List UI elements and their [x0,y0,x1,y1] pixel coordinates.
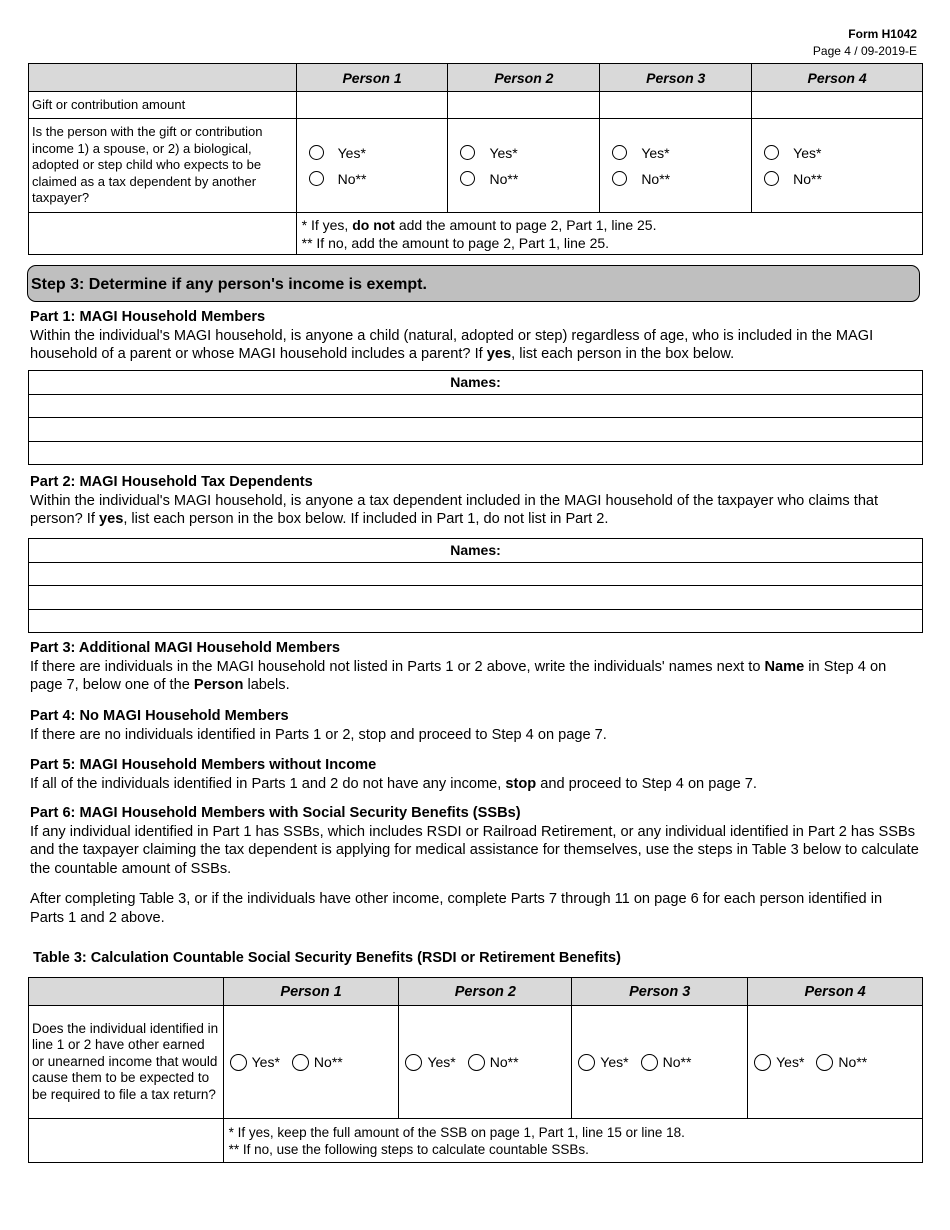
part5-text [30,775,920,794]
yes-option[interactable] [764,140,922,166]
yes-label: Yes* [251,1054,280,1070]
part3-bold-person: Person [193,677,244,693]
part1-names-table [28,370,923,465]
radio-circle-icon[interactable] [460,171,475,186]
dependent-radio-person-4 [752,119,923,213]
col-header-person-1: Person 1 [296,64,448,92]
radio-circle-icon[interactable] [612,171,627,186]
no-option[interactable] [309,166,448,192]
col-header-person-1: Person 1 [223,978,399,1006]
gift-amount-person-4[interactable] [752,92,923,119]
dependent-radio-person-3 [600,119,752,213]
no-option[interactable] [612,166,751,192]
ssb-radio-person-2 [399,1006,572,1119]
part5-text-bold: stop [505,775,537,792]
part5-section [30,756,920,793]
part1-text-bold: yes [486,346,512,362]
part2-section [30,473,920,529]
part4-title: Part 4: No MAGI Household Members [30,708,289,724]
note-2: ** If no, add the amount to page 2, Part 1, line 25. [301,234,610,251]
ssb-radio-person-3 [572,1006,748,1119]
radio-circle-icon[interactable] [309,171,324,186]
col-header-blank [29,978,224,1006]
radio-circle-icon[interactable] [816,1054,833,1071]
radio-circle-icon[interactable] [641,1054,658,1071]
part3-text [30,658,920,695]
ssb-radio-person-1 [223,1006,399,1119]
name-entry-field[interactable] [29,562,923,586]
part1-section [30,308,920,364]
radio-circle-icon[interactable] [578,1054,595,1071]
names-label: Names: [29,371,923,395]
yes-label: Yes* [600,1054,629,1070]
radio-circle-icon[interactable] [764,171,779,186]
col-header-person-2: Person 2 [399,978,572,1006]
radio-circle-icon[interactable] [309,145,324,160]
radio-circle-icon[interactable] [292,1054,309,1071]
no-label: No** [641,170,671,187]
part2-text-a: Within the individual's MAGI household, is anyone a tax dependent included in the MAGI household of the taxpayer who claims that person? If [30,492,879,527]
yes-label: Yes* [489,144,518,161]
radio-circle-icon[interactable] [468,1054,485,1071]
no-label: No** [662,1054,692,1070]
part5-title: Part 5: MAGI Household Members without Income [30,757,377,773]
col-header-person-4: Person 4 [752,64,923,92]
names-label: Names: [29,539,923,563]
part4-text: If there are no individuals identified in Parts 1 or 2, stop and proceed to Step 4 on page 7. [30,726,607,743]
no-label: No** [313,1054,343,1070]
no-label: No** [793,170,822,187]
no-option[interactable] [460,166,599,192]
radio-circle-icon[interactable] [754,1054,771,1071]
col-header-person-4: Person 4 [748,978,923,1006]
part3-text-a: If there are individuals in the MAGI household not listed in Parts 1 or 2 above, write the individuals' names next to [30,658,765,675]
part1-title: Part 1: MAGI Household Members [30,309,266,325]
yes-label: Yes* [337,144,366,161]
yes-label: Yes* [427,1054,456,1070]
part6-title: Part 6: MAGI Household Members with Social Security Benefits (SSBs) [30,805,521,821]
gift-amount-label: Gift or contribution amount [29,92,297,119]
table3 [28,977,923,1163]
dependent-radio-person-1 [296,119,448,213]
col-header-person-3: Person 3 [600,64,752,92]
yes-label: Yes* [776,1054,805,1070]
yes-option[interactable] [612,140,751,166]
part3-bold-name: Name [764,658,805,675]
no-label: No** [337,170,367,187]
radio-circle-icon[interactable] [612,145,627,160]
part2-title: Part 2: MAGI Household Tax Dependents [30,474,313,490]
name-entry-field[interactable] [29,418,923,442]
part2-text [30,492,920,529]
no-label: No** [489,170,519,187]
no-label: No** [838,1054,868,1070]
name-entry-field[interactable] [29,586,923,610]
gift-amount-person-2[interactable] [448,92,600,119]
radio-circle-icon[interactable] [405,1054,422,1071]
yes-option[interactable] [309,140,448,166]
page-info: Page 4 / 09-2019-E [812,44,917,58]
ssb-radio-person-4 [748,1006,923,1119]
radio-circle-icon[interactable] [460,145,475,160]
ssb-note [223,1119,922,1163]
yes-option[interactable] [460,140,599,166]
dependent-question-label: Is the person with the gift or contribution income 1) a spouse, or 2) a biological, adopted or step child who expects to be claimed as a tax dependent by another taxpayer? [29,119,297,213]
gift-note [296,213,922,255]
part1-text-b: , list each person in the box below. [511,346,735,362]
col-header-person-3: Person 3 [572,978,748,1006]
table3-title: Table 3: Calculation Countable Social Security Benefits (RSDI or Retirement Benefits) [33,950,621,966]
name-entry-field[interactable] [29,394,923,418]
part1-text-a: Within the individual's MAGI household, is anyone a child (natural, adopted or step) regardless of age, who is included in the MAGI household of a parent or whose MAGI household includes a parent? If [30,327,874,362]
gift-table [28,63,923,255]
note-bold: do not [352,216,395,233]
form-id: Form H1042 [848,27,917,41]
name-entry-field[interactable] [29,441,923,465]
note-suffix: add the amount to page 2, Part 1, line 25. [394,216,657,233]
note-blank-cell [29,1119,224,1163]
part3-text-c: labels. [243,677,290,693]
gift-amount-person-1[interactable] [296,92,448,119]
ssb-question-label: Does the individual identified in line 1 or 2 have other earned or unearned income that would cause them to be expected to be required to file a tax return? [29,1006,224,1119]
yes-label: Yes* [641,144,670,161]
note-prefix: * If yes, [301,216,353,233]
no-label: No** [489,1054,519,1070]
col-header-person-2: Person 2 [448,64,600,92]
part1-text [30,327,920,364]
radio-circle-icon[interactable] [230,1054,247,1071]
part6-section [30,804,920,927]
part6-text2: After completing Table 3, or if the individuals have other income, complete Parts 7 through 11 on page 6 for each person identified in Parts 1 and 2 above. [30,891,883,926]
part2-text-bold: yes [98,511,124,527]
note-blank-cell [29,213,297,255]
name-entry-field[interactable] [29,609,923,633]
part6-text: If any individual identified in Part 1 has SSBs, which includes RSDI or Railroad Retirement, or any individual identified in Part 2 has SSBs and the taxpayer claiming the tax dependent is applying for medical assistance for themselves, use the steps in Table 3 below to calculate the countable amount of SSBs. [30,823,919,877]
part2-names-table [28,538,923,633]
step3-title: Step 3: Determine if any person's income is exempt. [27,265,920,302]
part3-section [30,639,920,695]
ssb-note-1: * If yes, keep the full amount of the SSB on page 1, Part 1, line 15 or line 18. [228,1124,685,1140]
no-option[interactable] [764,166,922,192]
ssb-note-2: ** If no, use the following steps to calculate countable SSBs. [228,1141,589,1157]
part4-section [30,707,920,744]
dependent-radio-person-2 [448,119,600,213]
yes-label: Yes* [793,144,822,161]
part5-text-a: If all of the individuals identified in Parts 1 and 2 do not have any income, [30,775,506,792]
part5-text-b: and proceed to Step 4 on page 7. [536,775,757,792]
part3-title: Part 3: Additional MAGI Household Members [30,640,341,656]
radio-circle-icon[interactable] [764,145,779,160]
part3-text-b: in Step 4 on page 7, below one of the [30,658,887,693]
part2-text-b: , list each person in the box below. If included in Part 1, do not list in Part 2. [123,511,609,527]
col-header-blank [29,64,297,92]
gift-amount-person-3[interactable] [600,92,752,119]
